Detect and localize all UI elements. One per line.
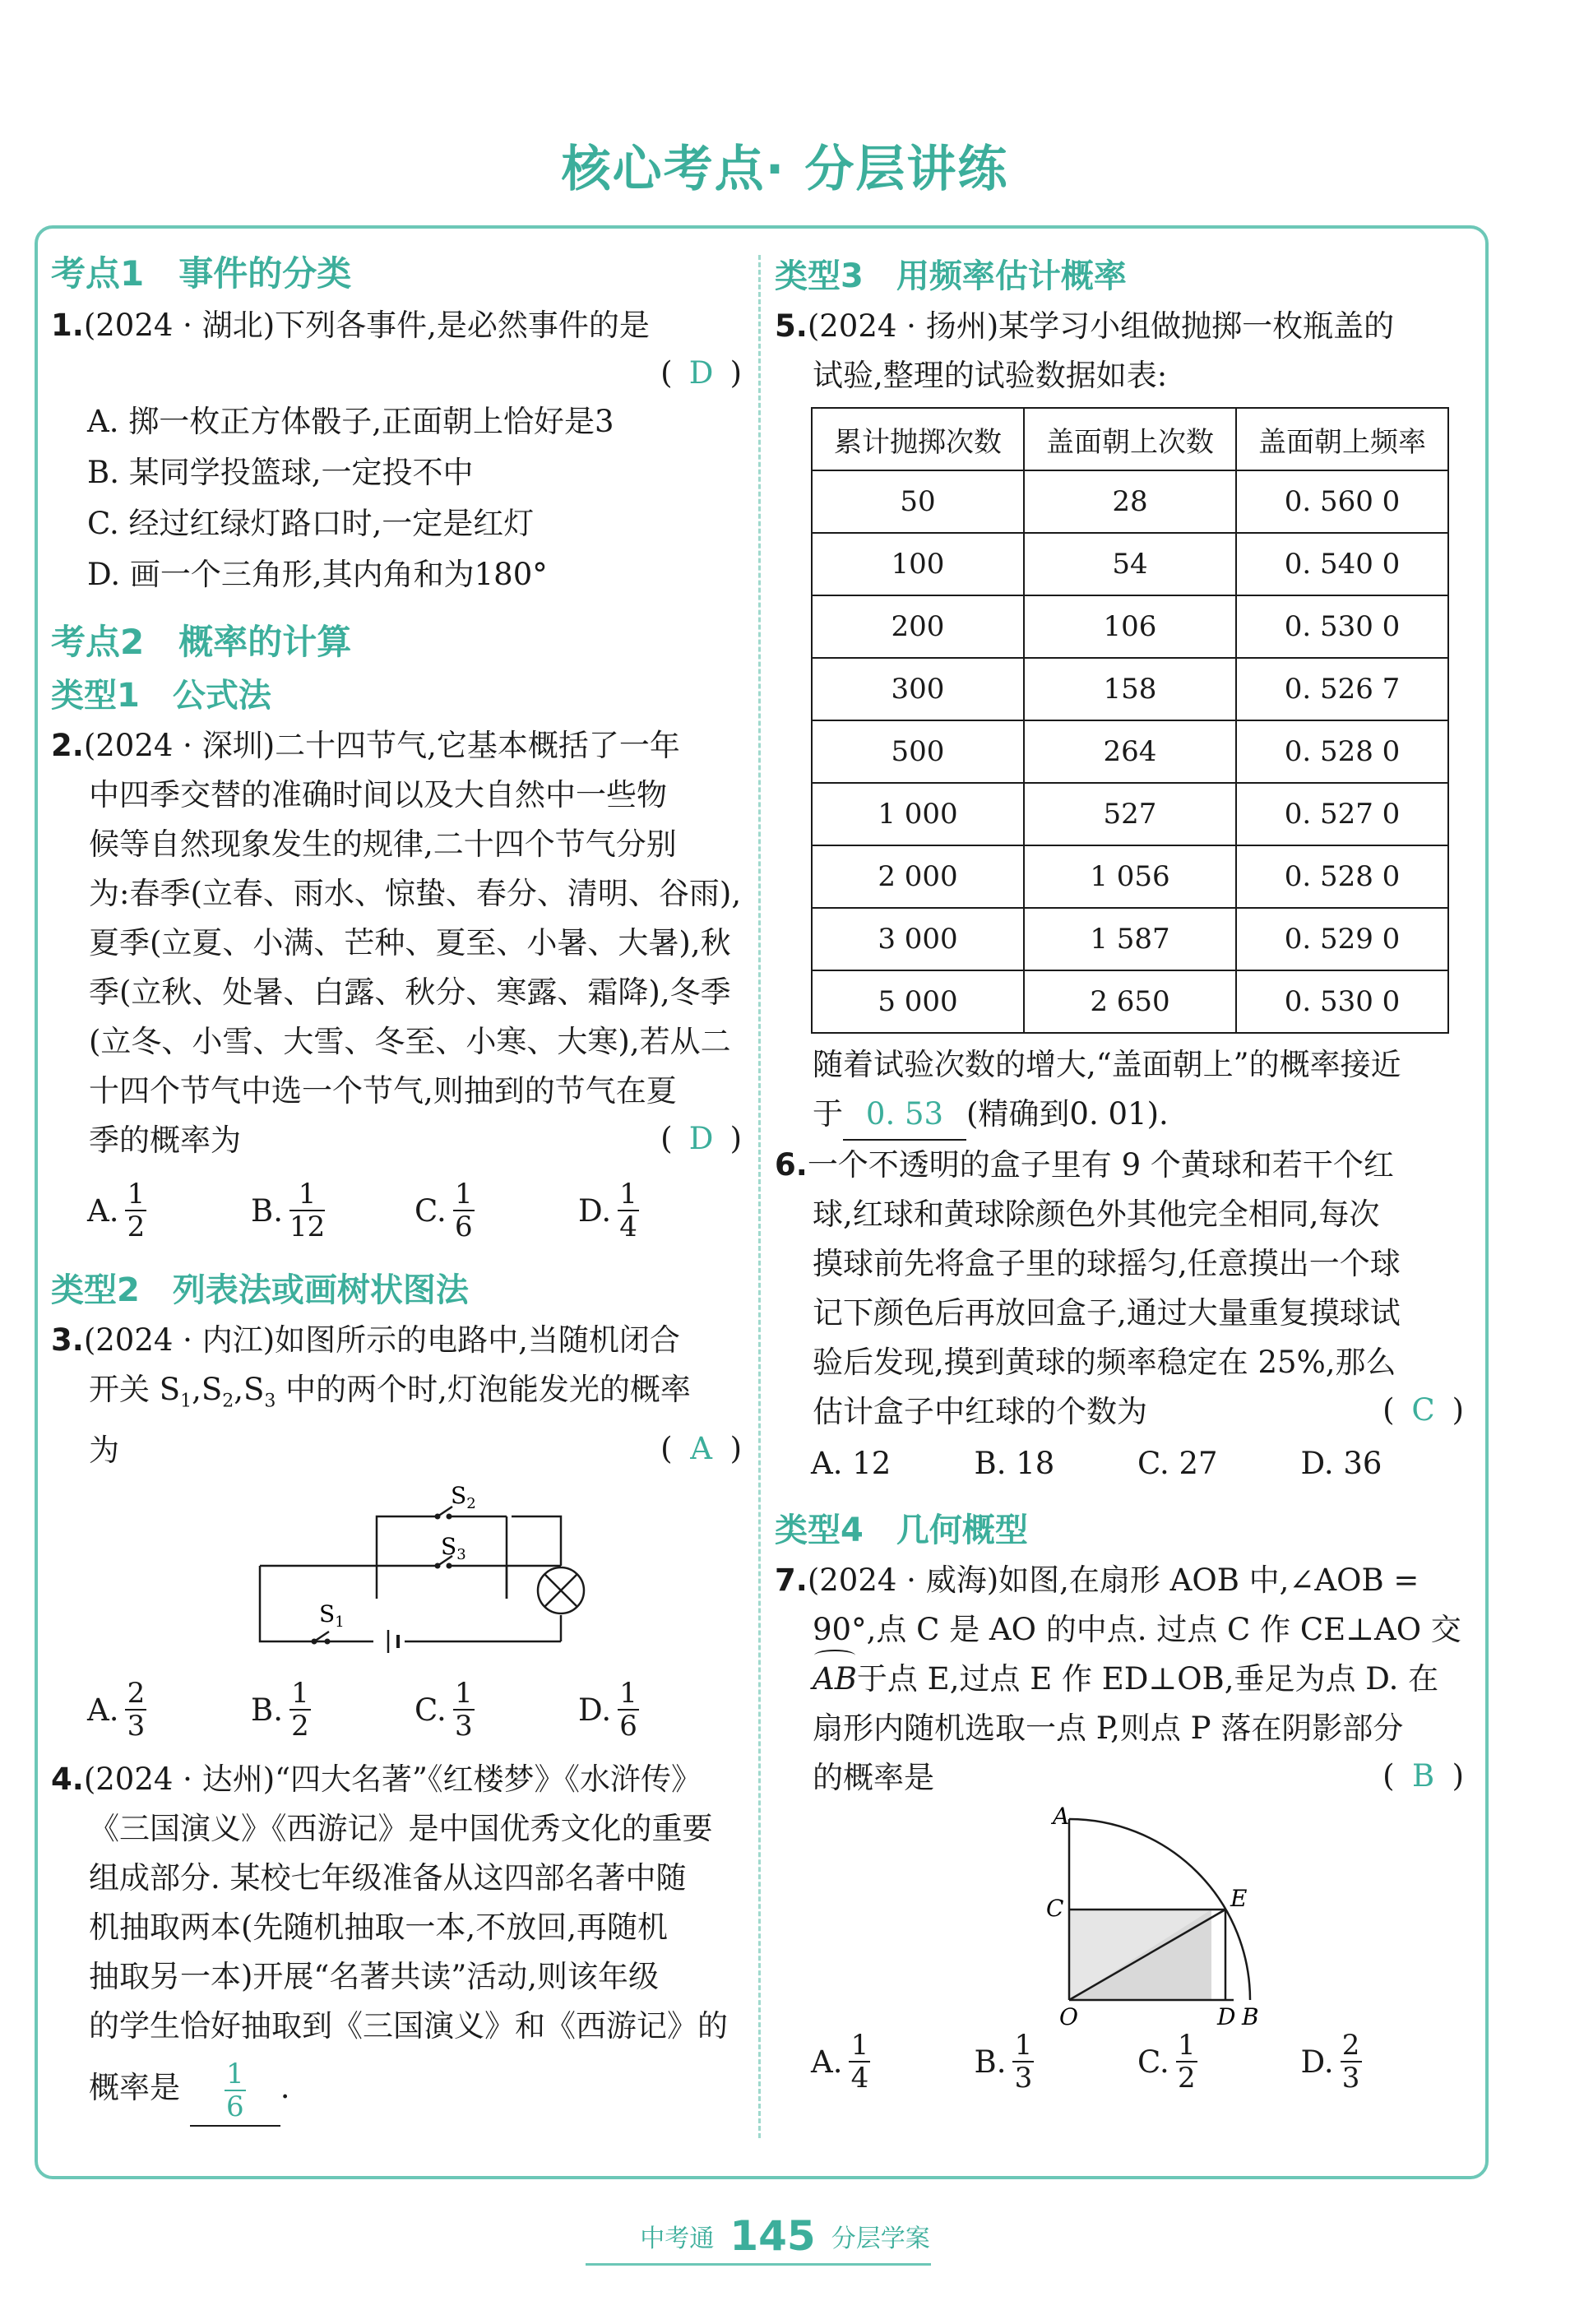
question-text: 一个不透明的盒子里有 9 个黄球和若干个红	[807, 1147, 1394, 1183]
fraction	[618, 1178, 639, 1243]
question-text: 球,红球和黄球除颜色外其他完全相同,每次	[813, 1197, 1380, 1232]
column-header: 盖面朝上频率	[1236, 408, 1448, 470]
table-cell: 1 056	[1024, 845, 1236, 908]
table-row	[812, 908, 1448, 970]
option-c	[414, 1678, 578, 1742]
question-text: 如图,在扇形 AOB 中,∠AOB =	[998, 1562, 1419, 1598]
numerator: 2	[1341, 2029, 1360, 2062]
option-b	[975, 2030, 1138, 2094]
answer: D	[688, 1121, 714, 1156]
fraction	[1012, 2030, 1034, 2094]
question-text: 中四季交替的准确时间以及大自然中一些物	[89, 777, 667, 812]
table-row	[812, 970, 1448, 1033]
denominator: 3	[1341, 2062, 1360, 2095]
option-a: A. 掷一枚正方体骰子,正面朝上恰好是3	[87, 404, 614, 439]
column-header: 盖面朝上次数	[1024, 408, 1236, 470]
answer: D	[688, 355, 714, 391]
table-cell: 0. 530 0	[1236, 970, 1448, 1033]
point-c-label: C	[1046, 1895, 1064, 1922]
numerator: 1	[225, 2057, 244, 2090]
option-label: C.	[414, 1692, 447, 1728]
denominator: 2	[1177, 2062, 1196, 2095]
question-number: 2.	[51, 728, 84, 763]
option-b	[251, 1178, 414, 1243]
page-title: 核心考点· 分层讲练	[561, 141, 1009, 198]
question-1	[51, 301, 742, 600]
question-number: 3.	[51, 1322, 84, 1358]
question-text: 十四个节气中选一个节气,则抽到的节气在夏	[89, 1073, 677, 1109]
option-label: A.	[87, 1192, 119, 1229]
page-number: 145	[729, 2212, 816, 2260]
footer-brand: 中考通	[640, 2224, 715, 2253]
denominator: 6	[619, 1710, 637, 1743]
table-cell: 0. 528 0	[1236, 845, 1448, 908]
table-cell: 0. 530 0	[1236, 595, 1448, 658]
type-heading-2: 类型2 列表法或画树状图法	[51, 1271, 469, 1309]
question-text: 试验,整理的试验数据如表:	[813, 358, 1168, 393]
fraction	[618, 1678, 639, 1742]
sector-diagram	[775, 1803, 1464, 2030]
type-heading-3: 类型3 用频率估计概率	[775, 257, 1127, 295]
question-text: AB于点 E,过点 E 作 ED⊥OB,垂足为点 D. 在	[775, 1655, 1464, 1704]
question-source: (2024 · 威海)	[807, 1562, 999, 1598]
page-footer	[0, 2212, 1570, 2260]
answer-slot: ( B )	[1382, 1753, 1464, 1803]
fraction	[125, 1678, 146, 1742]
table-cell: 50	[812, 470, 1024, 533]
question-number: 5.	[775, 308, 808, 344]
denominator: 2	[127, 1211, 146, 1243]
options-row	[51, 1664, 742, 1755]
option-label: D.	[1300, 2044, 1334, 2080]
question-number: 7.	[775, 1562, 808, 1598]
option-label: B.	[251, 1692, 283, 1728]
table-cell: 5 000	[812, 970, 1024, 1033]
table-cell: 2 000	[812, 845, 1024, 908]
fraction	[453, 1178, 475, 1243]
table-row	[812, 658, 1448, 720]
point-o-label: O	[1059, 2003, 1078, 2030]
column-header: 累计抛掷次数	[812, 408, 1024, 470]
option-d: D. 36	[1300, 1445, 1382, 1481]
fraction	[849, 2030, 870, 2094]
question-2	[51, 721, 742, 1256]
point-d-label: D	[1217, 2003, 1236, 2030]
option-a	[87, 1678, 251, 1742]
question-text: 记下颜色后再放回盒子,通过大量重复摸球试	[813, 1295, 1401, 1331]
switch-s3-label: $S_3$	[441, 1533, 466, 1564]
answer-blank	[190, 2051, 280, 2127]
table-cell: 0. 560 0	[1236, 470, 1448, 533]
numerator: 1	[619, 1178, 637, 1211]
denominator: 3	[454, 1710, 473, 1743]
question-text: 估计盒子中红球的个数为	[813, 1394, 1147, 1429]
answer: A	[690, 1431, 712, 1467]
option-label: D.	[578, 1692, 612, 1728]
option-a: A. 12	[811, 1445, 892, 1481]
type-heading-1: 类型1 公式法	[51, 677, 271, 715]
question-source: (2024 · 深圳)	[83, 728, 276, 763]
table-cell: 0. 529 0	[1236, 908, 1448, 970]
answer-slot: ( D )	[51, 350, 742, 396]
question-text: “四大名著”《红楼梦》《水浒传》	[275, 1762, 702, 1798]
option-label: D.	[578, 1192, 612, 1229]
denominator: 6	[454, 1211, 473, 1243]
numerator: 1	[298, 1178, 317, 1211]
switch-s1-label: $S_1$	[319, 1600, 345, 1632]
table-cell: 300	[812, 658, 1024, 720]
question-text: (立冬、小雪、大雪、冬至、小寒、大寒),若从二	[89, 1024, 731, 1059]
option-d: D. 画一个三角形,其内角和为180°	[87, 557, 548, 592]
table-cell: 0. 527 0	[1236, 783, 1448, 845]
option-b: B. 18	[974, 1445, 1055, 1481]
frequency-table	[811, 407, 1449, 1034]
option-b: B. 某同学投篮球,一定投不中	[87, 455, 474, 490]
question-text: 概率是 $\frac{1}{6}$ .	[51, 2051, 742, 2127]
question-text: 候等自然现象发生的规律,二十四个节气分别	[89, 826, 677, 862]
table-cell: 2 650	[1024, 970, 1236, 1033]
question-text: 机抽取两本(先随机抽取一本,不放回,再随机	[89, 1910, 668, 1946]
question-text: 开关 $S_1,S_2,S_3$ 中的两个时,灯泡能发光的概率	[89, 1372, 691, 1412]
option-label: C.	[414, 1192, 447, 1229]
option-d	[1301, 2030, 1465, 2094]
arc-ab: AB	[813, 1655, 857, 1704]
question-text: 的概率是	[813, 1760, 934, 1795]
answer-blank: 0. 53	[843, 1090, 966, 1141]
question-text: 夏季(立夏、小满、芒种、夏至、小暑、大暑),秋	[89, 925, 731, 961]
table-cell: 28	[1024, 470, 1236, 533]
question-7	[775, 1556, 1464, 2107]
switch-s2-label: $S_2$	[451, 1482, 476, 1513]
question-text: 90°,点 C 是 AO 的中点. 过点 C 作 CE⊥AO 交	[813, 1612, 1461, 1647]
column-divider	[758, 255, 761, 2138]
option-label: B.	[974, 2044, 1007, 2080]
left-column	[51, 240, 742, 2127]
numerator: 1	[1177, 2029, 1196, 2062]
option-label: A.	[87, 1692, 119, 1728]
option-a	[811, 2030, 975, 2094]
question-text: 二十四节气,它基本概括了一年	[275, 728, 680, 763]
question-text: 摸球前先将盒子里的球摇匀,任意摸出一个球	[813, 1246, 1401, 1281]
question-text: 季的概率为	[89, 1123, 241, 1158]
numerator: 1	[454, 1677, 473, 1711]
option-label: B.	[251, 1192, 283, 1229]
table-row	[812, 470, 1448, 533]
numerator: 1	[850, 2029, 869, 2062]
table-cell: 1 587	[1024, 908, 1236, 970]
point-b-label: B	[1242, 2003, 1259, 2030]
question-text: 季(立秋、处暑、白露、秋分、寒露、霜降),冬季	[89, 975, 731, 1010]
question-text: 随着试验次数的增大,“盖面朝上”的概率接近	[813, 1047, 1401, 1082]
footer-series: 分层学案	[831, 2224, 930, 2253]
table-row	[812, 595, 1448, 658]
option-a	[87, 1178, 251, 1243]
denominator: 3	[127, 1710, 146, 1743]
question-text: 下列各事件,是必然事件的是	[275, 308, 650, 343]
question-number: 6.	[775, 1147, 808, 1183]
denominator: 12	[289, 1211, 326, 1243]
option-c	[414, 1178, 578, 1243]
question-text: 的学生恰好抽取到《三国演义》和《西游记》的	[89, 2008, 728, 2044]
table-header-row	[812, 408, 1448, 470]
table-row	[812, 720, 1448, 783]
question-4	[51, 1755, 742, 2127]
point-e-label: E	[1230, 1885, 1248, 1912]
denominator: 2	[291, 1710, 309, 1743]
circuit-diagram	[51, 1475, 742, 1664]
fraction	[125, 1178, 146, 1243]
question-text: 于 0. 53 (精确到0. 01).	[775, 1090, 1464, 1141]
option-c	[1137, 2030, 1301, 2094]
fraction	[289, 1178, 325, 1243]
question-source: (2024 · 扬州)	[807, 308, 999, 344]
option-label: A.	[811, 2044, 843, 2080]
numerator: 1	[1014, 2029, 1033, 2062]
question-source: (2024 · 湖北)	[83, 308, 276, 343]
numerator: 1	[127, 1178, 146, 1211]
question-3	[51, 1316, 742, 1755]
fraction	[1176, 2030, 1197, 2094]
numerator: 1	[291, 1677, 309, 1711]
question-text: 《三国演义》《西游记》是中国优秀文化的重要	[89, 1811, 713, 1847]
question-source: (2024 · 达州)	[83, 1762, 276, 1798]
table-cell: 3 000	[812, 908, 1024, 970]
question-5	[775, 302, 1464, 1141]
answer: B	[1411, 1758, 1435, 1794]
question-text: 为:春季(立春、雨水、惊蛰、春分、清明、谷雨),	[89, 876, 742, 911]
table-cell: 200	[812, 595, 1024, 658]
table-cell: 0. 528 0	[1236, 720, 1448, 783]
options-row	[51, 1165, 742, 1256]
question-6	[775, 1141, 1464, 1489]
table-row	[812, 783, 1448, 845]
answer-slot: ( C )	[1382, 1387, 1464, 1437]
table-cell: 158	[1024, 658, 1236, 720]
numerator: 1	[619, 1677, 637, 1711]
fraction	[1341, 2030, 1362, 2094]
answer-slot: ( D )	[660, 1116, 742, 1165]
section-heading-kd1: 考点1 事件的分类	[51, 253, 352, 294]
type-heading-4: 类型4 几何概型	[775, 1512, 1028, 1549]
table-cell: 0. 540 0	[1236, 533, 1448, 595]
section-heading-kd2: 考点2 概率的计算	[51, 622, 352, 662]
option-c: C. 经过红绿灯路口时,一定是红灯	[87, 506, 535, 541]
option-d	[578, 1178, 742, 1243]
table-cell: 106	[1024, 595, 1236, 658]
option-label: C.	[1137, 2044, 1169, 2080]
question-text: 扇形内随机选取一点 P,则点 P 落在阴影部分	[813, 1711, 1404, 1746]
answer-slot: ( A )	[660, 1426, 742, 1475]
numerator: 1	[454, 1178, 473, 1211]
table-row	[812, 533, 1448, 595]
answer: C	[1411, 1392, 1435, 1428]
question-text: 为	[89, 1433, 119, 1469]
question-text: 组成部分. 某校七年级准备从这四部名著中随	[89, 1860, 687, 1896]
table-cell: 500	[812, 720, 1024, 783]
options-row	[775, 1437, 1464, 1489]
question-text: 某学习小组做抛掷一枚瓶盖的	[998, 308, 1395, 344]
options-row	[775, 2016, 1464, 2107]
question-number: 4.	[51, 1762, 84, 1798]
right-column	[775, 240, 1464, 2107]
denominator: 6	[225, 2090, 244, 2123]
question-text: 抽取另一本)开展“名著共读”活动,则该年级	[89, 1959, 660, 1995]
table-cell: 0. 526 7	[1236, 658, 1448, 720]
footer-rule	[586, 2263, 931, 2266]
point-a-label: A	[1053, 1803, 1070, 1830]
option-d	[578, 1678, 742, 1742]
fraction	[453, 1678, 475, 1742]
option-c: C. 27	[1137, 1445, 1218, 1481]
denominator: 3	[1014, 2062, 1033, 2095]
table-cell: 100	[812, 533, 1024, 595]
table-cell: 54	[1024, 533, 1236, 595]
denominator: 4	[850, 2062, 869, 2095]
table-row	[812, 845, 1448, 908]
table-cell: 1 000	[812, 783, 1024, 845]
numerator: 2	[127, 1677, 146, 1711]
question-text: 如图所示的电路中,当随机闭合	[275, 1322, 680, 1358]
question-source: (2024 · 内江)	[83, 1322, 276, 1358]
table-cell: 527	[1024, 783, 1236, 845]
denominator: 4	[619, 1211, 637, 1243]
table-cell: 264	[1024, 720, 1236, 783]
question-text: 验后发现,摸到黄球的频率稳定在 25%,那么	[813, 1345, 1396, 1380]
option-b	[251, 1678, 414, 1742]
fraction	[289, 1678, 311, 1742]
question-number: 1.	[51, 308, 84, 343]
